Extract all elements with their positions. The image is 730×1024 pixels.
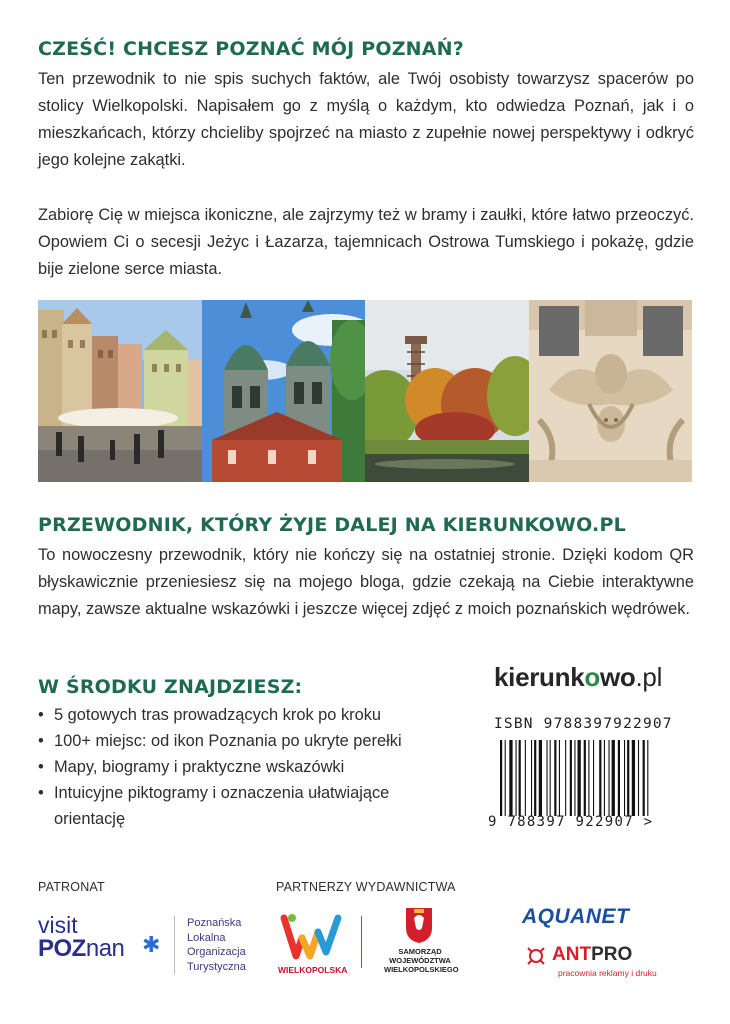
barcode-digits: 9 788397 922907 >	[488, 814, 654, 830]
online-paragraph: To nowoczesny przewodnik, który nie kończy się na ostatniej stronie. Dzięki kodom QR błyskawicznie przeniesiesz się na mojego bloga, gdzie czekają na Ciebie interaktywne mapy, zawsze aktualne wskazówki i jeszcze więcej zdjęć z moich poznańskich wędrówek.	[38, 546, 694, 618]
patronat-label: PATRONAT	[38, 880, 105, 894]
kierunkowo-logo: kierunkowo.pl	[494, 662, 663, 692]
intro-heading: CZEŚĆ! CHCESZ POZNAĆ MÓJ POZNAŃ?	[38, 38, 464, 60]
list-item: • 5 gotowych tras prowadzących krok po kroku	[38, 702, 458, 728]
art-nouveau-facade-photo	[529, 300, 693, 482]
old-market-square-photo	[38, 300, 202, 482]
divider	[361, 916, 362, 968]
inside-heading: W ŚRODKU ZNAJDZIESZ:	[38, 676, 303, 698]
online-heading: PRZEWODNIK, KTÓRY ŻYJE DALEJ NA KIERUNKOWO.PL	[38, 514, 626, 536]
samorzad-label: SAMORZĄD WOJEWÓDZTWA WIELKOPOLSKIEGO	[384, 947, 459, 974]
plot-logo-text: Poznańska Lokalna Organizacja Turystyczna	[174, 916, 246, 974]
photo-strip	[38, 300, 692, 482]
inside-list	[38, 702, 458, 832]
ant-icon	[524, 944, 548, 968]
observation-tower-autumn-photo	[365, 300, 529, 482]
isbn-label: ISBN 9788397922907	[494, 716, 673, 732]
star-icon: ✱	[142, 932, 161, 957]
antpro-logo: ANTPRO pracownia reklamy i druku	[528, 944, 632, 966]
barcode	[500, 740, 692, 816]
partners-label: PARTNERZY WYDAWNICTWA	[276, 880, 456, 894]
cathedral-towers-photo	[202, 300, 366, 482]
intro-paragraph-2: Zabiorę Cię w miejsca ikoniczne, ale zajrzymy też w bramy i zaułki, które łatwo przeoczyć. Opowiem Ci o secesji Jeżyc i Łazarza, tajemnicach Ostrowa Tumskiego i pokażę, gdzie bije zielone serce miasta.	[38, 206, 694, 278]
wielkopolska-logo-icon	[278, 908, 344, 970]
intro-paragraph-1: Ten przewodnik to nie spis suchych faktów, ale Twój osobisty towarzysz spacerów po stolicy Wielkopolski. Napisałem go z myślą o każdym, kto odwiedza Poznań, jak i o mieszkańcach, którzy chcieliby spojrzeć na miasto z zupełnie nowej perspektywy i odkryć jego kolejne zakątki.	[38, 70, 694, 169]
wielkopolska-label: WIELKOPOLSKA	[278, 965, 348, 975]
list-item: • Intuicyjne piktogramy i oznaczenia ułatwiające orientację	[38, 780, 458, 832]
list-item: • 100+ miejsc: od ikon Poznania po ukryte perełki	[38, 728, 458, 754]
list-item: • Mapy, biogramy i praktyczne wskazówki	[38, 754, 458, 780]
crest-icon	[404, 906, 434, 944]
visit-poznan-logo: visit POZnan ✱	[38, 912, 161, 962]
aquanet-logo: AQUANET	[522, 905, 630, 928]
